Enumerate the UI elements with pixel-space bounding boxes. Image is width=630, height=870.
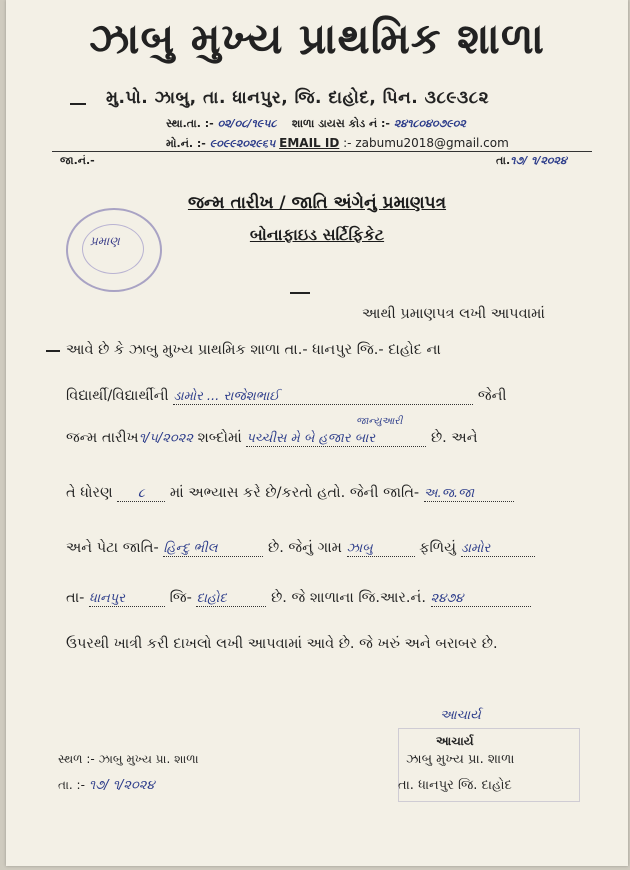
certificate-subtitle-text: બોનાફાઇડ સર્ટિફિકેટ <box>249 225 385 244</box>
dob-words: પચ્ચીસ મે બે હજાર બાર <box>246 431 426 447</box>
subcaste-value: હિન્દુ ભીલ <box>163 541 263 557</box>
std-label: તે ધોરણ <box>66 485 113 501</box>
village-label: છે. જેનું ગામ <box>267 540 342 556</box>
mobile-value: ૯૦૯૯૨૦૨૯૬૫ <box>209 137 276 150</box>
contact-row <box>166 136 509 151</box>
subcaste-label: અને પેટા જાતિ- <box>66 540 159 556</box>
dob-correction: જાન્યુઆરી <box>356 416 403 427</box>
body-line-7 <box>66 590 531 607</box>
taluka-label: તા- <box>66 590 85 606</box>
body-line-3 <box>66 388 507 405</box>
certificate-page <box>6 0 628 866</box>
sign-line-2: ઝાબુ મુખ્ય પ્રા. શાળા <box>406 752 515 767</box>
seal-inner-ring <box>82 224 144 274</box>
faliyu-label: ફળિયું <box>419 540 456 556</box>
caste-value: અ.જ.જા <box>424 486 514 502</box>
certificate-title-text: જન્મ તારીખ / જાતિ અંગેનું પ્રમાણપત્ર <box>187 193 447 213</box>
issue-date-value: ૧૭/ ૧/૨૦૨૪ <box>510 154 567 167</box>
body-line-8: ઉપરથી ખાત્રી કરી દાખલો લખી આપવામાં આવે છે. જે ખરું અને બરાબર છે. <box>66 636 498 652</box>
village-value: ઝાબુ <box>347 541 415 557</box>
footer-date-value: ૧૭/ ૧/૨૦૨૪ <box>88 778 155 793</box>
gr-label: છે. જે શાળાના જિ.આર.નં. <box>271 590 426 606</box>
school-seal <box>66 208 162 292</box>
principal-signature: આચાર્ય <box>440 708 481 723</box>
body-line-4 <box>66 430 478 447</box>
seal-text: પ્રમાણ <box>90 234 120 248</box>
dob-suffix: છે. અને <box>430 430 478 446</box>
body-line-6 <box>66 540 535 557</box>
body-line-1: આથી પ્રમાણપત્ર લખી આપવામાં <box>362 306 545 322</box>
student-label: વિદ્યાર્થી/વિદ્યાર્થીની <box>66 388 169 404</box>
mobile-label: મો.નં. :- <box>166 137 206 150</box>
footer-date-label: તા. :- <box>58 778 85 792</box>
dob-words-label: શબ્દોમાં <box>197 430 242 446</box>
district-value: દાહોદ <box>196 591 266 607</box>
faliyu-value: ડામોર <box>461 541 535 557</box>
footer-date <box>58 778 155 793</box>
dob-digits: ૧/૫/૨૦૨૨ <box>138 431 193 446</box>
header-rule <box>52 151 592 152</box>
student-suffix: જેની <box>477 388 507 404</box>
std-value: ૮ <box>117 486 165 502</box>
dise-value: ૨૪૧૮૦૪૦૭૯૦૨ <box>393 117 466 130</box>
school-address: મુ.પો. ઝાબુ, તા. ધાનપુર, જિ. દાહોદ, પિન. ૩૮૯૩૮૨ <box>106 88 490 108</box>
dob-label: જન્મ તારીખ <box>66 430 139 446</box>
district-label: જિ- <box>169 590 192 606</box>
email-value: :- zabumu2018@gmail.com <box>343 136 509 150</box>
sign-line-1: આચાર્ય <box>436 734 474 748</box>
email-label: EMAIL ID <box>279 136 340 150</box>
issue-date <box>496 154 567 168</box>
est-label: સ્થા.તા. :- <box>166 117 214 130</box>
gr-value: ૨૪૭૪ <box>431 591 531 607</box>
establishment-row <box>166 117 466 131</box>
place-label: સ્થળ :- ઝાબુ મુખ્ય પ્રા. શાળા <box>58 752 199 766</box>
ref-number: જા.નં.- <box>60 154 95 167</box>
decor-dash <box>46 350 60 352</box>
school-name: ઝાબુ મુખ્ય પ્રાથમિક શાળા <box>89 14 545 63</box>
body-line-5 <box>66 485 514 502</box>
dise-label: શાળા ડાયસ કોડ નં :- <box>291 117 390 130</box>
body-line-2: આવે છે કે ઝાબુ મુખ્ય પ્રાથમિક શાળા તા.- ધાનપુર જિ.- દાહોદ ના <box>66 342 441 358</box>
std-suffix: માં અભ્યાસ કરે છે/કરતો હતો. જેની જાતિ- <box>169 485 420 501</box>
issue-date-label: તા. <box>496 154 511 167</box>
decor-dash <box>290 292 310 294</box>
taluka-value: ધાનપુર <box>89 591 165 607</box>
est-value: ૦૨/૦૮/૧૯૫૮ <box>217 117 277 130</box>
sign-line-3: તા. ધાનપુર જિ. દાહોદ <box>398 778 512 793</box>
decor-dash <box>70 103 86 105</box>
student-name: ડામોર ... રાજેશભાઈ <box>173 389 473 405</box>
